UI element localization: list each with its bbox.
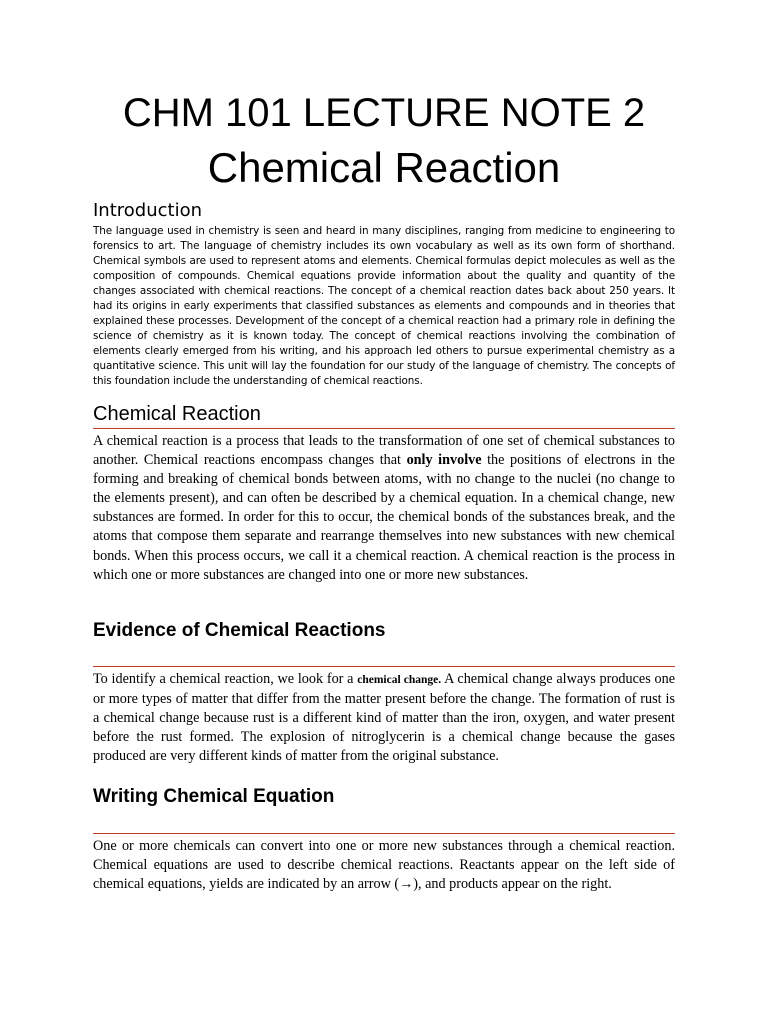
- chemical-reaction-paragraph: [93, 432, 675, 585]
- chemical-reaction-heading: Chemical Reaction: [93, 403, 261, 425]
- section-divider: [93, 428, 675, 429]
- emphasis-text: chemical change.: [357, 674, 442, 686]
- introduction-paragraph: The language used in chemistry is seen and heard in many disciplines, ranging from medicine to engineering to forensics to art. The language of chemistry includes its own vocabulary as well as its own form of shorthand. Chemical symbols are used to represent atoms and elements. Chemical formulas depict molecules as well as the composition of compounds. Chemical equations provide information about the quality and quantity of the changes associated with chemical reactions. The concept of a chemical reaction dates back about 250 years. It had its origins in early experiments that classified substances as elements and compounds and in theories that explained these processes. Development of the concept of a chemical reaction had a primary role in defining the science of chemistry as it is known today. The concept of chemical reactions involving the combination of elements clearly emerged from his writing, and his approach led others to pursue experimental chemistry as a quantitative science. This unit will lay the foundation for our study of the language of chemistry. The concepts of this foundation include the understanding of chemical reactions.: [93, 225, 675, 388]
- page-title: CHM 101 LECTURE NOTE 2: [122, 91, 646, 135]
- section-divider: [93, 833, 675, 834]
- writing-paragraph: One or more chemicals can convert into one or more new substances through a chemical reaction. Chemical equations are used to describe chemical reactions. Reactants appear on the left side of chemical equations, yields are indicated by an arrow (→), and products appear on the right.: [93, 838, 675, 893]
- page-subtitle: Chemical Reaction: [207, 144, 561, 191]
- paragraph-text: the positions of electrons in the forming and breaking of chemical bonds between atoms, with no change to the nuclei (no change to the elements present), and can often be described by a chemical equation. In a chemical change, new substances are formed. In order for this to occur, the chemical bonds of the substances break, and the atoms that compose them separate and rearrange themselves into new substances with new chemical bonds. When this process occurs, we call it a chemical reaction. A chemical reaction is the process in which one or more substances are changed into one or more new substances.: [93, 452, 675, 583]
- emphasis-text: only involve: [406, 452, 482, 469]
- section-divider: [93, 666, 675, 667]
- paragraph-text: A chemical change always produces one or more types of matter that differ from the matter present before the change. The formation of rust is a chemical change because rust is a different kind of matter than the iron, oxygen, and water present before the rust formed. The explosion of nitroglycerin is a chemical change because the gases produced are very different kinds of matter from the original substance.: [93, 671, 675, 765]
- writing-heading: Writing Chemical Equation: [93, 786, 335, 807]
- evidence-heading: Evidence of Chemical Reactions: [93, 620, 386, 641]
- evidence-paragraph: [93, 670, 675, 766]
- paragraph-text: To identify a chemical reaction, we look for a: [93, 671, 358, 687]
- paragraph-text: A chemical reaction is a process that leads to the transformation of one set of chemical substances to another. Chemical reactions encompass changes that: [93, 433, 675, 469]
- introduction-heading: Introduction: [93, 200, 203, 221]
